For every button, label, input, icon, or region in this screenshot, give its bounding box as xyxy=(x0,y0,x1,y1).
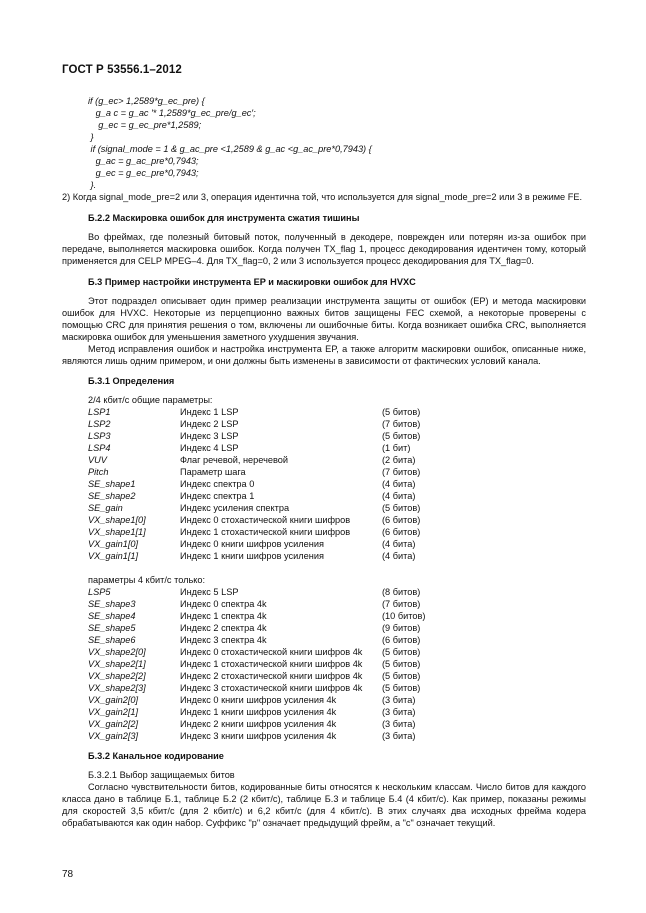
param-name: SE_shape5 xyxy=(88,623,136,633)
param-description: Индекс 1 стохастической книги шифров 4k xyxy=(180,659,363,669)
param-name: VX_gain2[2] xyxy=(88,719,139,729)
param-description: Индекс 1 стохастической книги шифров xyxy=(180,527,351,537)
param-description: Индекс 3 книги шифров усиления 4k xyxy=(180,731,337,741)
param-name: LSP1 xyxy=(88,407,111,417)
param-name: VX_gain2[3] xyxy=(88,731,139,741)
param-name: VX_shape1[1] xyxy=(88,527,146,537)
param-bits: (7 битов) xyxy=(382,467,421,477)
param-bits: (4 бита) xyxy=(382,479,416,489)
param-row xyxy=(88,634,452,646)
param-row xyxy=(88,718,452,730)
param-row xyxy=(88,646,452,658)
param-description: Индекс 1 книги шифров усиления 4k xyxy=(180,707,337,717)
param-row xyxy=(88,658,452,670)
param-bits: (5 битов) xyxy=(382,683,421,693)
section-b22-heading: Б.2.2 Маскировка ошибок для инструмента сжатия тишины xyxy=(88,213,360,223)
param-name: SE_shape4 xyxy=(88,611,136,621)
param-bits: (4 бита) xyxy=(382,491,416,501)
param-name: LSP2 xyxy=(88,419,111,429)
param-bits: (9 битов) xyxy=(382,623,421,633)
param-bits: (7 битов) xyxy=(382,599,421,609)
param-name: VX_shape2[2] xyxy=(88,671,146,681)
code-line: g_ac = g_ac_pre*0,7943; xyxy=(88,156,199,166)
param-description: Индекс 2 LSP xyxy=(180,419,239,429)
param-name: LSP5 xyxy=(88,587,111,597)
code-block xyxy=(88,95,586,191)
param-row xyxy=(88,538,452,550)
param-description: Индекс усиления спектра xyxy=(180,503,290,513)
param-description: Индекс 1 книги шифров усиления xyxy=(180,551,324,561)
param-bits: (10 битов) xyxy=(382,611,426,621)
param-bits: (6 битов) xyxy=(382,527,421,537)
param-description: Индекс 1 спектра 4k xyxy=(180,611,267,621)
note-2: 2) Когда signal_mode_pre=2 или 3, операция идентична той, что используется для signal_mode_pre=2 или 3 в режиме FE. xyxy=(62,192,583,202)
param-name: SE_shape3 xyxy=(88,599,136,609)
param-name: VX_shape2[3] xyxy=(88,683,146,693)
param-name: VX_shape1[0] xyxy=(88,515,146,525)
param-description: Индекс 0 стохастической книги шифров xyxy=(180,515,351,525)
param-name: VX_gain1[1] xyxy=(88,551,139,561)
param-description: Индекс спектра 0 xyxy=(180,479,255,489)
param-row xyxy=(88,550,452,562)
param-row xyxy=(88,502,452,514)
param-row xyxy=(88,682,452,694)
param-description: Индекс 0 спектра 4k xyxy=(180,599,267,609)
param-row xyxy=(88,466,452,478)
param-description: Индекс 0 книги шифров усиления 4k xyxy=(180,695,337,705)
param-row xyxy=(88,622,452,634)
param-row xyxy=(88,442,452,454)
param-name: VUV xyxy=(88,455,107,465)
section-b321-heading: Б.3.2.1 Выбор защищаемых битов xyxy=(88,770,235,780)
param-bits: (5 битов) xyxy=(382,659,421,669)
param-bits: (5 битов) xyxy=(382,431,421,441)
code-line: g_ec = g_ec_pre*1,2589; xyxy=(88,120,202,130)
code-line: if (g_ec> 1,2589*g_ec_pre) { xyxy=(88,96,205,106)
code-line: g_a c = g_ac ′* 1,2589*g_ec_pre/g_ec′; xyxy=(88,108,256,118)
param-bits: (5 битов) xyxy=(382,671,421,681)
param-name: VX_gain1[0] xyxy=(88,539,139,549)
param-description: Индекс 2 стохастической книги шифров 4k xyxy=(180,671,363,681)
param-bits: (3 бита) xyxy=(382,731,416,741)
param-name: SE_shape1 xyxy=(88,479,136,489)
param-description: Индекс 2 спектра 4k xyxy=(180,623,267,633)
section-b3-para1: Этот подраздел описывает один пример реализации инструмента защиты от ошибок (EP) и метода маскировки ошибок для HVXC. Некоторые из перцепционно важных битов защищены FEC схемой, а некоторые проверены с помощью CRC для принятия решения о том, включены ли ошибочные биты. Когда возникает ошибка CRC, выполняется маскировка ошибок для уменьшения заметного ухудшения звучания. xyxy=(62,296,586,342)
param-bits: (2 бита) xyxy=(382,455,416,465)
param-description: Индекс 1 LSP xyxy=(180,407,239,417)
param-name: VX_gain2[1] xyxy=(88,707,139,717)
param-name: SE_gain xyxy=(88,503,123,513)
param-bits: (1 бит) xyxy=(382,443,411,453)
code-line: g_ec = g_ec_pre*0,7943; xyxy=(88,168,199,178)
params-4k-table xyxy=(88,586,452,742)
param-description: Параметр шага xyxy=(180,467,246,477)
code-line: if (signal_mode = 1 & g_ac_pre <1,2589 & g_ac <g_ac_pre*0,7943) { xyxy=(88,144,372,154)
param-bits: (5 битов) xyxy=(382,407,421,417)
param-row xyxy=(88,586,452,598)
param-bits: (8 битов) xyxy=(382,587,421,597)
param-bits: (6 битов) xyxy=(382,515,421,525)
param-row xyxy=(88,694,452,706)
param-row xyxy=(88,430,452,442)
code-line: }. xyxy=(88,180,97,190)
param-row xyxy=(88,490,452,502)
param-name: SE_shape2 xyxy=(88,491,136,501)
page-content xyxy=(62,95,586,829)
param-description: Индекс 5 LSP xyxy=(180,587,239,597)
param-bits: (5 битов) xyxy=(382,503,421,513)
page-number: 78 xyxy=(62,869,74,880)
param-bits: (4 бита) xyxy=(382,551,416,561)
params-4k-intro: параметры 4 кбит/с только: xyxy=(88,575,206,585)
param-row xyxy=(88,478,452,490)
param-row xyxy=(88,526,452,538)
param-description: Индекс 3 LSP xyxy=(180,431,239,441)
param-description: Индекс 0 книги шифров усиления xyxy=(180,539,324,549)
param-row xyxy=(88,706,452,718)
common-params-table xyxy=(88,406,452,562)
param-row xyxy=(88,406,452,418)
param-row xyxy=(88,454,452,466)
param-bits: (3 бита) xyxy=(382,707,416,717)
section-b3-para2: Метод исправления ошибок и настройка инструмента EP, а также алгоритм маскировки ошибок, описанные ниже, являются лишь одним примером, и они должны быть изменены в зависимости от фактических условий канала. xyxy=(62,344,586,366)
param-description: Индекс 0 стохастической книги шифров 4k xyxy=(180,647,363,657)
param-bits: (3 бита) xyxy=(382,719,416,729)
param-name: Pitch xyxy=(88,467,109,477)
section-b31-heading: Б.3.1 Определения xyxy=(88,376,175,386)
section-b32-heading: Б.3.2 Канальное кодирование xyxy=(88,751,224,761)
param-row xyxy=(88,610,452,622)
document-header: ГОСТ Р 53556.1–2012 xyxy=(62,64,182,76)
param-row xyxy=(88,418,452,430)
param-name: LSP3 xyxy=(88,431,111,441)
param-name: VX_shape2[1] xyxy=(88,659,146,669)
param-bits: (5 битов) xyxy=(382,647,421,657)
param-name: VX_gain2[0] xyxy=(88,695,139,705)
param-description: Индекс 3 спектра 4k xyxy=(180,635,267,645)
param-row xyxy=(88,598,452,610)
common-params-intro: 2/4 кбит/с общие параметры: xyxy=(88,395,213,405)
code-line: } xyxy=(88,132,94,142)
param-description: Индекс спектра 1 xyxy=(180,491,255,501)
param-name: VX_shape2[0] xyxy=(88,647,146,657)
param-name: SE_shape6 xyxy=(88,635,136,645)
section-b22-text: Во фреймах, где полезный битовый поток, полученный в декодере, поврежден или потерян из-за ошибок при передаче, выполняется маскировка ошибок. Когда получен TX_flag 1, процесс декодирования идентичен тому, который применяется для CELP MPEG–4. Для TX_flag=0, 2 или 3 используется процесс декодирования для TX_flag=0. xyxy=(62,232,586,266)
param-bits: (6 битов) xyxy=(382,635,421,645)
param-row xyxy=(88,730,452,742)
param-row xyxy=(88,670,452,682)
param-description: Индекс 2 книги шифров усиления 4k xyxy=(180,719,337,729)
param-bits: (4 бита) xyxy=(382,539,416,549)
param-row xyxy=(88,514,452,526)
param-description: Индекс 4 LSP xyxy=(180,443,239,453)
param-description: Индекс 3 стохастической книги шифров 4k xyxy=(180,683,363,693)
param-name: LSP4 xyxy=(88,443,111,453)
param-bits: (3 бита) xyxy=(382,695,416,705)
section-b3-heading: Б.3 Пример настройки инструмента EP и маскировки ошибок для HVXC xyxy=(88,277,416,287)
param-bits: (7 битов) xyxy=(382,419,421,429)
section-b321-text: Согласно чувствительности битов, кодированные биты относятся к нескольким классам. Число битов для каждого класса дано в таблице Б.1, таблице Б.2 (2 кбит/с), таблице Б.3 и таблице Б.4 (4 кбит/с). Как пример, показаны режимы для скоростей 3,5 кбит/с (для 2 кбит/с) и 6,2 кбит/с (для 4 кбит/с). В этих случаях два исходных фрейма кодера обрабатываются как один набор. Суффикс "р" означает предыдущий фрейм, а "с" означает текущий. xyxy=(62,782,586,828)
param-description: Флаг речевой, неречевой xyxy=(180,455,289,465)
